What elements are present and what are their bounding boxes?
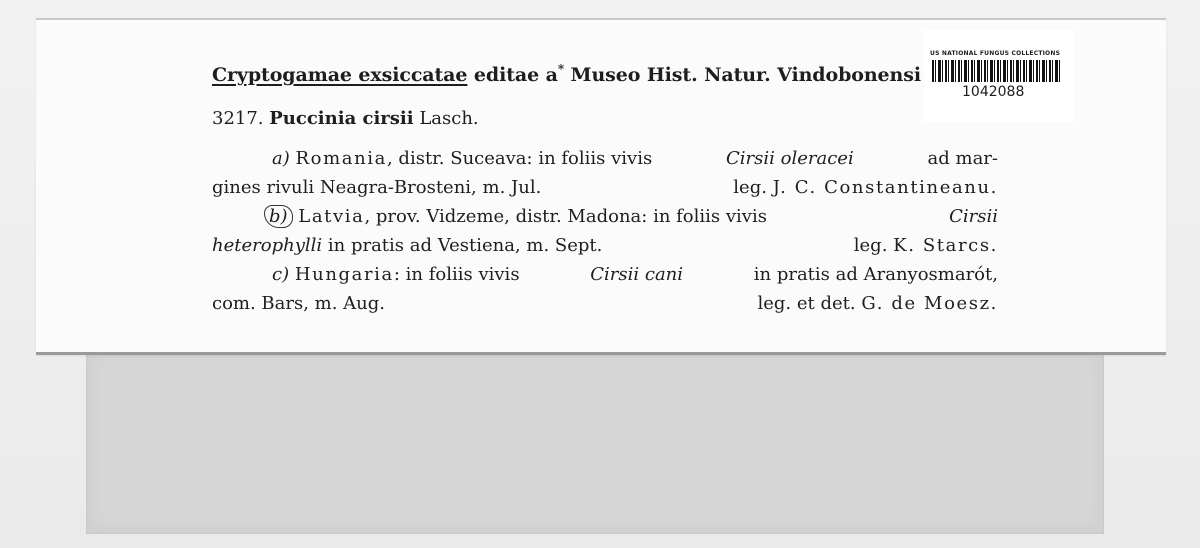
entry-continuation: ad mar- — [927, 148, 998, 169]
barcode-institution: US NATIONAL FUNGUS COLLECTIONS — [930, 50, 1061, 57]
series-editae: editae a — [473, 64, 558, 86]
entry-country: Hungaria — [294, 264, 394, 285]
barcode-bars — [932, 60, 1062, 82]
entry-c-line-1 — [212, 260, 998, 289]
series-mark: * — [557, 62, 564, 76]
entry-letter: c) — [272, 264, 290, 285]
entry-locality: : in foliis vivis — [393, 264, 520, 285]
exsiccata-number: 3217. — [212, 108, 264, 129]
entry-locality-cont: in pratis ad Vestiena, m. Sept. — [327, 235, 603, 256]
collector-name: G. de Moesz. — [861, 293, 998, 314]
entry-b-line-1 — [212, 202, 998, 231]
entry-a-line-2 — [212, 173, 998, 202]
entry-b-line-2 — [212, 231, 998, 260]
series-museum: Museo Hist. Natur. Vindobonensi — [570, 64, 921, 86]
host-taxon-cont: heterophylli — [212, 235, 323, 256]
host-taxon: Cirsii cani — [590, 264, 684, 285]
entry-continuation: in pratis ad Aranyosmarót, — [753, 264, 998, 285]
entry-c-line-2 — [212, 289, 998, 318]
host-taxon: Cirsii — [949, 206, 998, 227]
entry-locality-cont: com. Bars, m. Aug. — [212, 293, 386, 314]
entry-locality: , prov. Vidzeme, distr. Madona: in foliis vivis — [364, 206, 767, 227]
exsiccata-label — [36, 18, 1166, 355]
host-taxon: Cirsii oleracei — [726, 148, 854, 169]
species-author: Lasch. — [419, 108, 479, 129]
entry-locality: , distr. Suceava: in foliis vivis — [386, 148, 653, 169]
species-name: Puccinia cirsii — [269, 108, 414, 129]
series-title: Cryptogamae exsiccatae — [212, 64, 468, 86]
collector-name: K. Starcs. — [893, 235, 998, 256]
entry-locality-cont: gines rivuli Neagra-Brosteni, m. Jul. — [212, 177, 542, 198]
collector-name: J. C. Constantineanu. — [772, 177, 998, 198]
series-header — [212, 62, 921, 86]
barcode-label — [924, 30, 1074, 122]
entry-a-line-1 — [212, 144, 998, 173]
specimen-packet — [86, 348, 1104, 534]
entry-country: Romania — [295, 148, 387, 169]
species-line — [212, 108, 479, 129]
leg-prefix: leg. — [733, 177, 767, 198]
entry-letter: a) — [272, 148, 290, 169]
leg-prefix: leg. — [853, 235, 888, 256]
barcode-number: 1042088 — [962, 84, 1025, 100]
collection-entries — [212, 144, 998, 318]
leg-prefix: leg. et det. — [757, 293, 856, 314]
entry-letter-circled: b) — [264, 205, 293, 228]
entry-country: Latvia — [298, 206, 365, 227]
